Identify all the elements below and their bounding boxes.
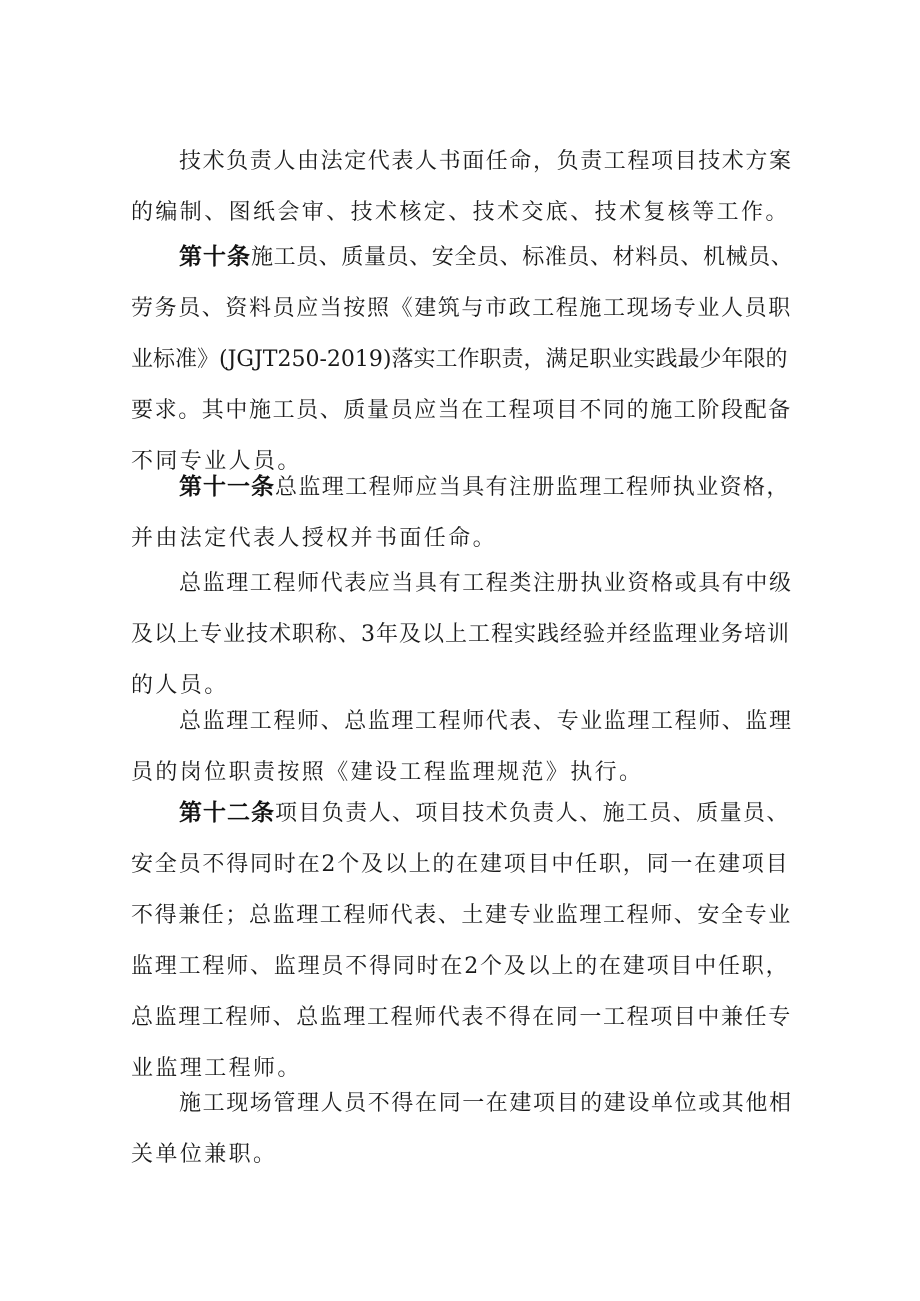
paragraph-line: 及以上专业技术职称、3年及以上工程实践经验并经监理业务培训 [131, 622, 790, 647]
paragraph-supervisor-duties [131, 696, 793, 798]
paragraph-chief-supervisor-deputy [131, 558, 793, 711]
paragraph-line: 总监理工程师、总监理工程师代表、专业监理工程师、监理 [179, 709, 793, 734]
article-11 [131, 462, 793, 564]
paragraph-line [131, 232, 793, 283]
paragraph-line [131, 462, 793, 513]
paragraph-no-concurrent-posts [131, 1078, 793, 1180]
paragraph-line: 员的岗位职责按照《建设工程监理规范》执行。 [131, 760, 644, 785]
paragraph-line: 的人员。 [131, 673, 229, 698]
paragraph-line [131, 788, 793, 839]
paragraph-line: 关单位兼职。 [131, 1142, 278, 1167]
article-text: 项目负责人、项目技术负责人、施工员、质量员、 [275, 801, 790, 826]
article-text: 施工员、质量员、安全员、标准员、材料员、机械员、 [251, 245, 794, 270]
article-12 [131, 788, 793, 1094]
paragraph-line: 业标准》(JGJT250-2019)落实工作职责，满足职业实践最少年限的 [131, 347, 788, 372]
paragraph-line: 施工现场管理人员不得在同一在建项目的建设单位或其他相 [179, 1091, 793, 1116]
article-heading: 第十条 [179, 244, 251, 270]
paragraph-line: 要求。其中施工员、质量员应当在工程项目不同的施工阶段配备 [131, 398, 792, 423]
paragraph-line: 劳务员、资料员应当按照《建筑与市政工程施工现场专业人员职 [131, 296, 792, 321]
article-heading: 第十一条 [179, 474, 275, 500]
paragraph-technical-lead [131, 136, 793, 238]
article-10 [131, 232, 793, 487]
paragraph-line: 总监理工程师代表应当具有工程类注册执业资格或具有中级 [179, 571, 793, 596]
paragraph-line: 的编制、图纸会审、技术核定、技术交底、技术复核等工作。 [131, 200, 790, 225]
paragraph-line: 业监理工程师。 [131, 1056, 302, 1081]
paragraph-line: 不同专业人员。 [131, 449, 302, 474]
paragraph-line: 总监理工程师、总监理工程师代表不得在同一工程项目中兼任专 [131, 1005, 792, 1030]
article-text: 总监理工程师应当具有注册监理工程师执业资格， [275, 475, 790, 500]
paragraph-line: 监理工程师、监理员不得同时在2个及以上的在建项目中任职， [131, 954, 790, 979]
paragraph-line: 不得兼任；总监理工程师代表、土建专业监理工程师、安全专业 [131, 903, 792, 928]
paragraph-line: 安全员不得同时在2个及以上的在建项目中任职，同一在建项目 [131, 852, 790, 877]
article-heading: 第十二条 [179, 800, 275, 826]
paragraph-line: 并由法定代表人授权并书面任命。 [131, 526, 498, 551]
paragraph-line: 技术负责人由法定代表人书面任命，负责工程项目技术方案 [179, 149, 793, 174]
